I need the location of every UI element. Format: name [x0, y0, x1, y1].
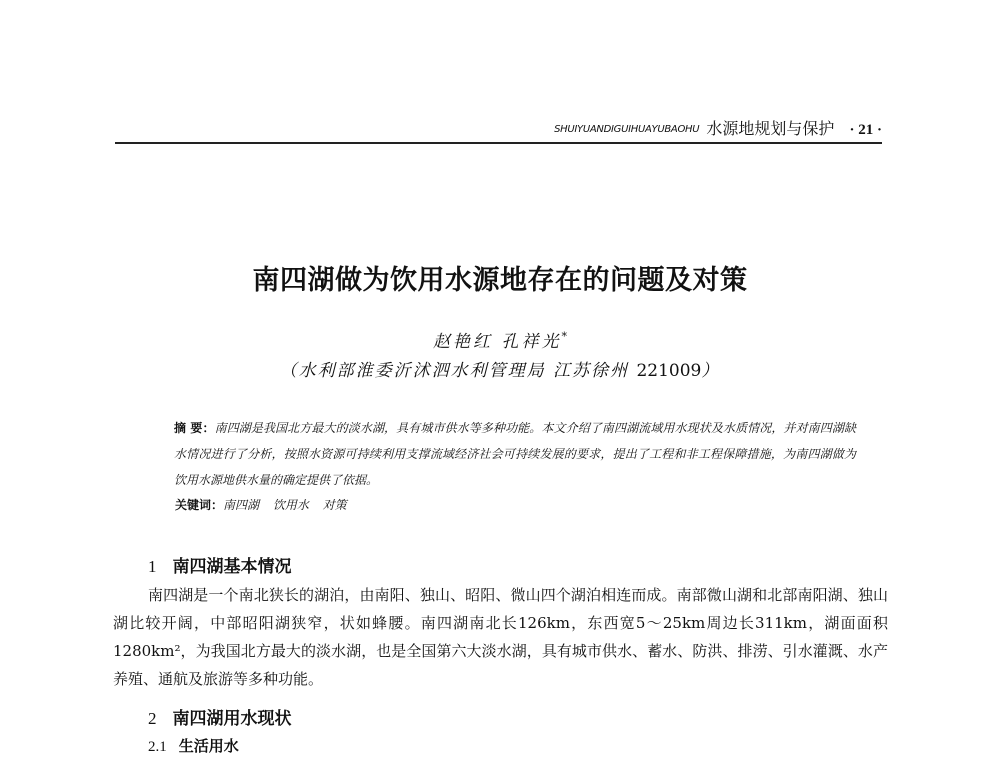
article-title: 南四湖做为饮用水源地存在的问题及对策 [252, 265, 748, 296]
author-footnote-mark: * [561, 330, 567, 343]
subsection-2-1-heading [148, 735, 239, 756]
section-2-number: 2 [148, 709, 157, 728]
authors-line [0, 327, 1000, 352]
abstract-body [146, 415, 856, 493]
running-head [115, 116, 882, 144]
author-names: 赵艳红 孔祥光 [433, 332, 562, 352]
section-1-number: 1 [148, 557, 157, 576]
section-1-heading [148, 552, 292, 577]
keywords [175, 496, 347, 513]
section-1-title: 南四湖基本情况 [172, 557, 292, 577]
affiliation-postcode: 221009 [636, 361, 702, 381]
keywords-text: 南四湖 饮用水 对策 [223, 498, 347, 512]
affiliation-close: ） [701, 361, 721, 381]
affiliation-org: （水利部淮委沂沭泗水利管理局 江苏徐州 [279, 361, 637, 381]
keywords-label: 关键词： [175, 498, 224, 512]
affiliation [0, 356, 1000, 381]
subsection-2-1-title: 生活用水 [178, 737, 239, 755]
page-number: · 21 · [849, 122, 882, 138]
abstract-label: 摘 要： [174, 421, 215, 435]
running-head-journal: 水源地规划与保护 [706, 119, 835, 138]
subsection-2-1-number: 2.1 [148, 739, 167, 755]
abstract [146, 415, 856, 493]
section-1-paragraph: 南四湖是一个南北狭长的湖泊，由南阳、独山、昭阳、微山四个湖泊相连而成。南部微山湖和北部南阳湖、独山湖比较开阔，中部昭阳湖狭窄，状如蜂腰。南四湖南北长126km，东西宽5～25km周边长311km，湖面面积1280km²，为我国北方最大的淡水湖，也是全国第六大淡水湖，具有城市供水、蓄水、防洪、排涝、引水灌溉、水产养殖、通航及旅游等多种功能。 [113, 586, 888, 688]
section-2-title: 南四湖用水现状 [172, 709, 292, 729]
abstract-text: 南四湖是我国北方最大的淡水湖，具有城市供水等多种功能。本文介绍了南四湖流域用水现状及水质情况，并对南四湖缺水情况进行了分析，按照水资源可持续利用支撑流域经济社会可持续发展的要求，提出了工程和非工程保障措施，为南四湖做为饮用水源地供水量的确定提供了依据。 [174, 421, 856, 487]
running-head-pinyin: SHUIYUANDIGUIHUAYUBAOHU [554, 124, 700, 135]
section-2-heading [148, 704, 292, 729]
